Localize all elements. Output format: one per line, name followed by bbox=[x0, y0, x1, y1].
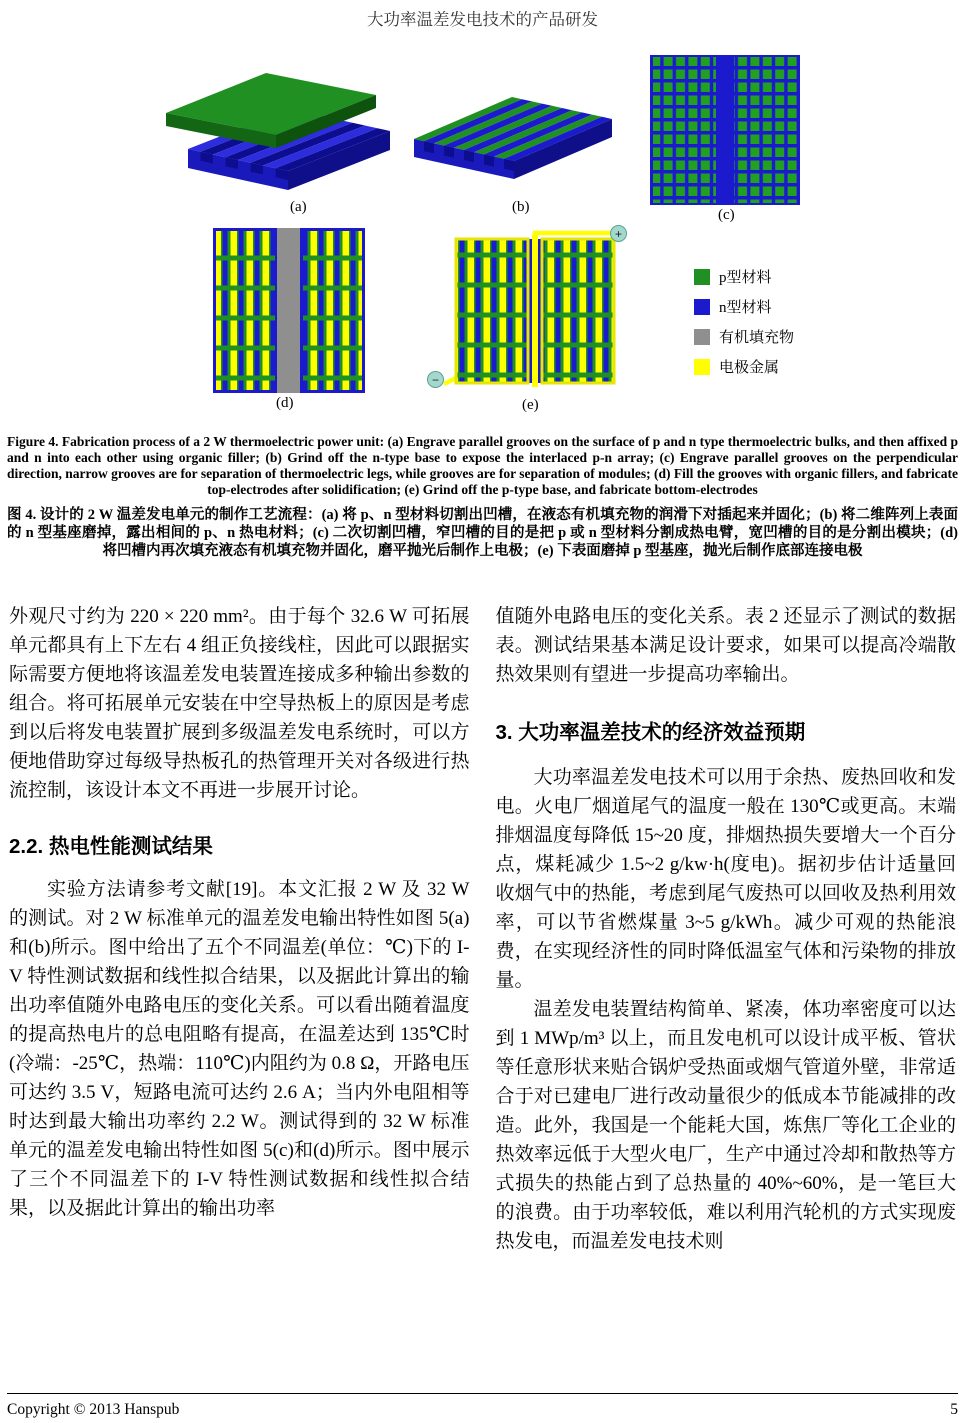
panel-label-d: (d) bbox=[276, 395, 294, 411]
leg-grid-right bbox=[734, 57, 797, 203]
paragraph: 大功率温差发电技术可以用于余热、废热回收和发电。火电厂烟道尾气的温度一般在 130℃或更高。末端排烟温度每降低 15~20 度，排烟热损失要增大一个百分点，煤耗减少 1.5~2 g/kw·h(度电)。据初步估计适量回收烟气中的热能，考虑到尾气废热可以回收及热利用效率，可以节省燃煤量 3~5 g/kWh。减少可观的热能浪费，在实现经济性的同时降低温室气体和污染物的排放量。 bbox=[495, 767, 956, 991]
legend-item-filler bbox=[694, 326, 794, 347]
fig-d-drawing bbox=[213, 228, 365, 393]
section-heading-3: 3. 大功率温差技术的经济效益预期 bbox=[495, 721, 806, 744]
leg-grid-left bbox=[653, 57, 716, 203]
n-type-swatch bbox=[694, 299, 710, 315]
paragraph: 值随外电路电压的变化关系。表 2 还显示了测试的数据表。测试结果基本满足设计要求，如果可以提高冷端散热效果则有望进一步提高功率输出。 bbox=[495, 606, 956, 685]
module-left bbox=[456, 239, 528, 383]
module-right bbox=[302, 230, 364, 392]
organic-filler-band bbox=[277, 228, 301, 393]
paragraph: 温差发电装置结构简单、紧凑，体功率密度可以达到 1 MWp/m³ 以上，而且发电机可以设计成平板、管状等任意形状来贴合锅炉受热面或烟气管道外壁，非常适合于对已建电厂进行改动量很少的低成本节能减排的改造。此外，我国是一个能耗大国，炼焦厂等化工企业的热效率远低于大型火电厂，生产中通过冷却和散热等方式损失的热能占到了总热量的 40%~60%，是一笔巨大的浪费。由于功率较低，难以利用汽轮机的方式实现废热发电，而温差发电技术则 bbox=[495, 999, 956, 1252]
legend-label: 电极金属 bbox=[719, 360, 780, 376]
panel-label-c: (c) bbox=[718, 207, 735, 223]
section-heading-2-2: 2.2. 热电性能测试结果 bbox=[9, 835, 213, 858]
right-column bbox=[496, 602, 957, 1256]
body-columns bbox=[0, 602, 965, 1256]
page-footer bbox=[7, 1393, 958, 1419]
paragraph: 外观尺寸约为 220 × 220 mm²。由于每个 32.6 W 可拓展单元都具有上下左右 4 组正负接线柱，因此可以跟据实际需要方便地将该温差发电装置连接成多种输出参数的组合。将可拓展单元安装在中空导热板上的原因是考虑到以后将发电装置扩展到多级温差发电系统时，可以方便地借助穿过每级导热板孔的热管理开关对各级进行热流控制，该设计本文不再进一步展开讨论。 bbox=[9, 606, 470, 801]
filler-swatch bbox=[694, 329, 710, 345]
fig-c-drawing bbox=[650, 55, 800, 205]
paper-page bbox=[0, 9, 965, 1418]
panel-label-b: (b) bbox=[512, 199, 530, 215]
paragraph: 实验方法请参考文献[19]。本文汇报 2 W 及 32 W 的测试。对 2 W 标准单元的温差发电输出特性如图 5(a)和(b)所示。图中给出了五个不同温差(单位：℃)下的 I-V 特性测试数据和线性拟合结果，以及据此计算出的输出功率值随外电路电压的变化关系。可以看出随着温度的提高热电片的总电阻略有提高，在温差达到 135℃时(冷端：-25℃，热端：110℃)内阻约为 0.8 Ω，开路电压可达约 3.5 V，短路电流可达约 2.6 A；当内外电阻相等时达到最大输出功率约 2.2 W。测试得到的 32 W 标准单元的温差发电输出特性如图 5(c)和(d)所示。图中展示了三个不同温差下的 I-V 特性测试数据和线性拟合结果，以及据此计算出的输出功率 bbox=[9, 879, 470, 1219]
fig-a-drawing bbox=[158, 51, 393, 196]
figure-caption-english: Figure 4. Fabrication process of a 2 W thermoelectric power unit: (a) Engrave parallel grooves on the surface of p and n type thermoelectric bulks, and then affixed p and n into each other using organic filler; (b) Grind off the n-type base to expose the interlaced p-n array; (c) Engrave parallel grooves on the perpendicular direction, narrow grooves are for separation of thermoelectric legs, while grooves are for separation of modules; (d) Fill the grooves with organic fillers, and fabricate top-electrodes after solidification; (e) Grind off the p-type base, and fabricate bottom-electrodes bbox=[7, 434, 958, 497]
panel-label-a: (a) bbox=[290, 199, 307, 215]
electrode-swatch bbox=[694, 359, 710, 375]
plus-sign: + bbox=[614, 226, 622, 241]
interlaced-pn-array bbox=[414, 97, 612, 179]
legend-item-p-type bbox=[694, 266, 794, 287]
legend-label: p型材料 bbox=[719, 270, 772, 286]
fig-e-drawing bbox=[431, 225, 639, 397]
copyright-text: Copyright © 2013 Hanspub bbox=[7, 1401, 180, 1418]
minus-terminal bbox=[427, 371, 444, 388]
figure-4 bbox=[0, 49, 965, 421]
legend-item-n-type bbox=[694, 296, 794, 317]
running-head-title: 大功率温差发电技术的产品研发 bbox=[367, 10, 598, 29]
series-electrode-strip bbox=[532, 235, 538, 387]
page-number: 5 bbox=[950, 1401, 958, 1418]
module-right bbox=[542, 239, 614, 383]
legend-label: 有机填充物 bbox=[719, 330, 795, 346]
figure-caption-chinese: 图 4. 设计的 2 W 温差发电单元的制作工艺流程：(a) 将 p、n 型材料切割出凹槽，在液态有机填充物的润滑下对插起来并固化；(b) 将二维阵列上表面的 n 型基座磨掉，露出相间的 p、n 热电材料；(c) 二次切割凹槽，窄凹槽的目的是把 p 或 n 型材料分割成热电臂，宽凹槽的目的是分割出模块；(d) 将凹槽内再次填充液态有机填充物并固化，磨平抛光后制作上电极；(e) 下表面磨掉 p 型基座，抛光后制作底部连接电极 bbox=[7, 507, 958, 559]
minus-sign: − bbox=[431, 372, 439, 387]
legend-item-electrode bbox=[694, 356, 794, 377]
legend-label: n型材料 bbox=[719, 300, 772, 316]
module-left bbox=[215, 230, 277, 392]
fig-b-drawing bbox=[400, 67, 620, 197]
figure-legend bbox=[694, 266, 794, 386]
left-column bbox=[9, 602, 470, 1256]
p-type-swatch bbox=[694, 269, 710, 285]
plus-terminal bbox=[610, 225, 627, 242]
panel-label-e: (e) bbox=[522, 397, 539, 413]
